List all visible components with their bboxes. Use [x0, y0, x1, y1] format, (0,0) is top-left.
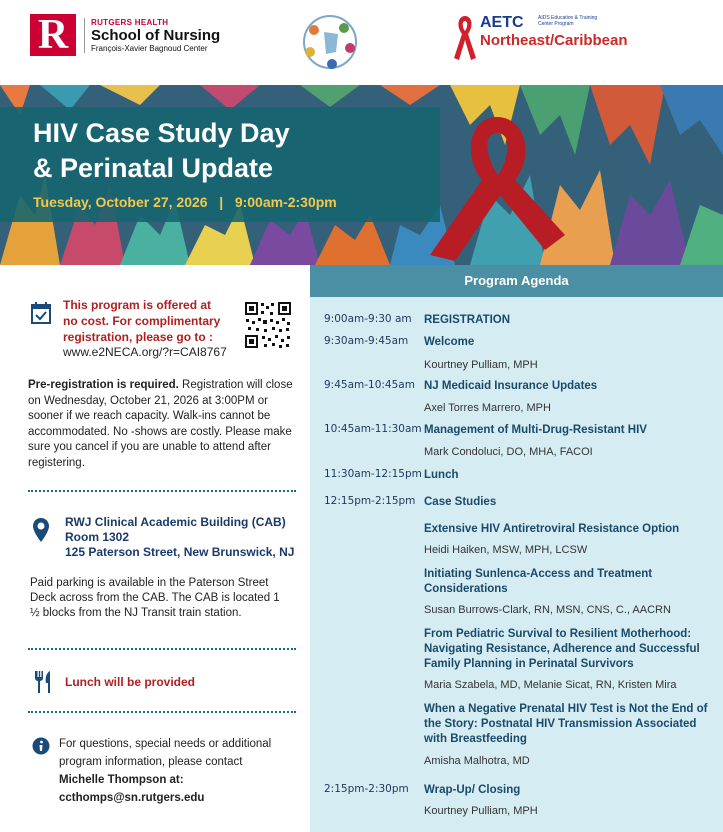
offer-line-2: no cost. For complimentary [63, 314, 221, 328]
title-line-1: HIV Case Study Day [33, 118, 290, 148]
fork-knife-icon [32, 669, 54, 695]
agenda-speaker: Maria Szabela, MD, Melanie Sicat, RN, Kristen Mira [424, 679, 677, 691]
offer-line-3: registration, please go to : [63, 330, 214, 344]
agenda-topic: Initiating Sunlenca-Access and Treatment Considerations [424, 568, 653, 595]
event-date-time: Tuesday, October 27, 2026 | 9:00am-2:30pm [33, 194, 337, 210]
event-location [65, 515, 294, 560]
registration-url[interactable]: www.e2NECA.org/?r=CAI8767 [63, 345, 227, 359]
location-room: Room 1302 [65, 530, 130, 544]
agenda-speaker: Mark Condoluci, DO, MHA, FACOI [424, 446, 593, 458]
aetc-region: Northeast/Caribbean [480, 32, 628, 49]
agenda-topic: Welcome [424, 336, 475, 348]
qr-code[interactable] [244, 301, 292, 349]
rutgers-logo [30, 14, 220, 56]
school-name: School of Nursing [91, 26, 221, 44]
aetc-name: AETC [480, 14, 524, 31]
agenda-topic: NJ Medicaid Insurance Updates [424, 380, 598, 392]
agenda-heading: Program Agenda [310, 265, 723, 297]
agenda-speaker: Heidi Haiken, MSW, MPH, LCSW [424, 544, 588, 556]
title-banner [0, 85, 723, 265]
center-name: François-Xavier Bagnoud Center [91, 43, 208, 53]
location-address: 125 Paterson Street, New Brunswick, NJ [65, 545, 295, 559]
contact-email[interactable]: ccthomps@sn.rutgers.edu [59, 792, 205, 804]
agenda-time: 10:45am-11:30am [324, 423, 422, 435]
location-pin-icon [32, 517, 50, 543]
agenda-speaker: Axel Torres Marrero, MPH [424, 402, 551, 414]
rutgers-r-mark: R [30, 14, 76, 56]
agenda-time: 9:00am-9:30 am [324, 313, 412, 325]
divider [28, 648, 296, 650]
agenda-topic: Case Studies [424, 496, 497, 508]
agenda-time: 12:15pm-2:15pm [324, 495, 416, 507]
program-agenda [310, 265, 723, 832]
agenda-topic: Wrap-Up/ Closing [424, 784, 521, 796]
preregistration-notice [28, 378, 298, 471]
agenda-time: 2:15pm-2:30pm [324, 783, 409, 795]
agenda-speaker: Susan Burrows-Clark, RN, MSN, CNS, C., AACRN [424, 604, 671, 616]
red-ribbon-icon [450, 12, 480, 62]
agenda-time: 9:45am-10:45am [324, 379, 415, 391]
agenda-topic: Lunch [424, 469, 459, 481]
page-title [33, 116, 290, 186]
parking-info: Paid parking is available in the Paterson Street Deck across from the CAB. The CAB is located 1 ½ blocks from the NJ Transit train station. [30, 577, 280, 619]
contact-info [59, 735, 299, 807]
divider [28, 711, 296, 713]
agenda-time: 9:30am-9:45am [324, 335, 409, 347]
aetc-tagline: AIDS Education & Training Center Program [538, 15, 598, 27]
location-building: RWJ Clinical Academic Building (CAB) [65, 515, 286, 529]
lunch-notice: Lunch will be provided [65, 675, 196, 689]
prereg-bold: Pre-registration is required. [28, 379, 179, 391]
agenda-topic: Extensive HIV Antiretroviral Resistance Option [424, 523, 680, 535]
header-logos [0, 0, 723, 85]
offer-line-1: This program is offered at [63, 298, 212, 312]
agenda-speaker: Amisha Malhotra, MD [424, 755, 530, 767]
rutgers-health-label: RUTGERS HEALTH [91, 17, 169, 27]
contact-text: For questions, special needs or additional program information, please contact [59, 738, 272, 768]
divider [28, 490, 296, 492]
agenda-speaker: Kourtney Pulliam, MPH [424, 805, 538, 817]
contact-name: Michelle Thompson at: [59, 774, 184, 786]
agenda-topic: From Pediatric Survival to Resilient Motherhood: Navigating Resistance, Adherence and Successful Family Planning in Perinatal Survivors [424, 628, 700, 670]
title-line-2: & Perinatal Update [33, 153, 274, 183]
agenda-topic: Management of Multi-Drug-Resistant HIV [424, 424, 647, 436]
agenda-topic: When a Negative Prenatal HIV Test is Not the End of the Story: Postnatal HIV Transmission Associated with Breastfeeding [424, 703, 708, 745]
agenda-time: 11:30am-12:15pm [324, 468, 422, 480]
calendar-check-icon [30, 301, 52, 325]
prereg-text: Registration will close on Wednesday, October 21, 2026 at 3:00PM or sooner if we reach capacity. Walk-ins cannot be accommodated. No -shows are costly. Please make sure you cancel if you are unable to attend after registering. [28, 379, 293, 469]
agenda-speaker: Kourtney Pulliam, MPH [424, 359, 538, 371]
agenda-topic: REGISTRATION [424, 314, 511, 326]
circle-of-hands-logo [292, 8, 368, 76]
info-icon [32, 737, 50, 755]
registration-offer [63, 297, 243, 345]
aetc-logo [450, 12, 628, 62]
